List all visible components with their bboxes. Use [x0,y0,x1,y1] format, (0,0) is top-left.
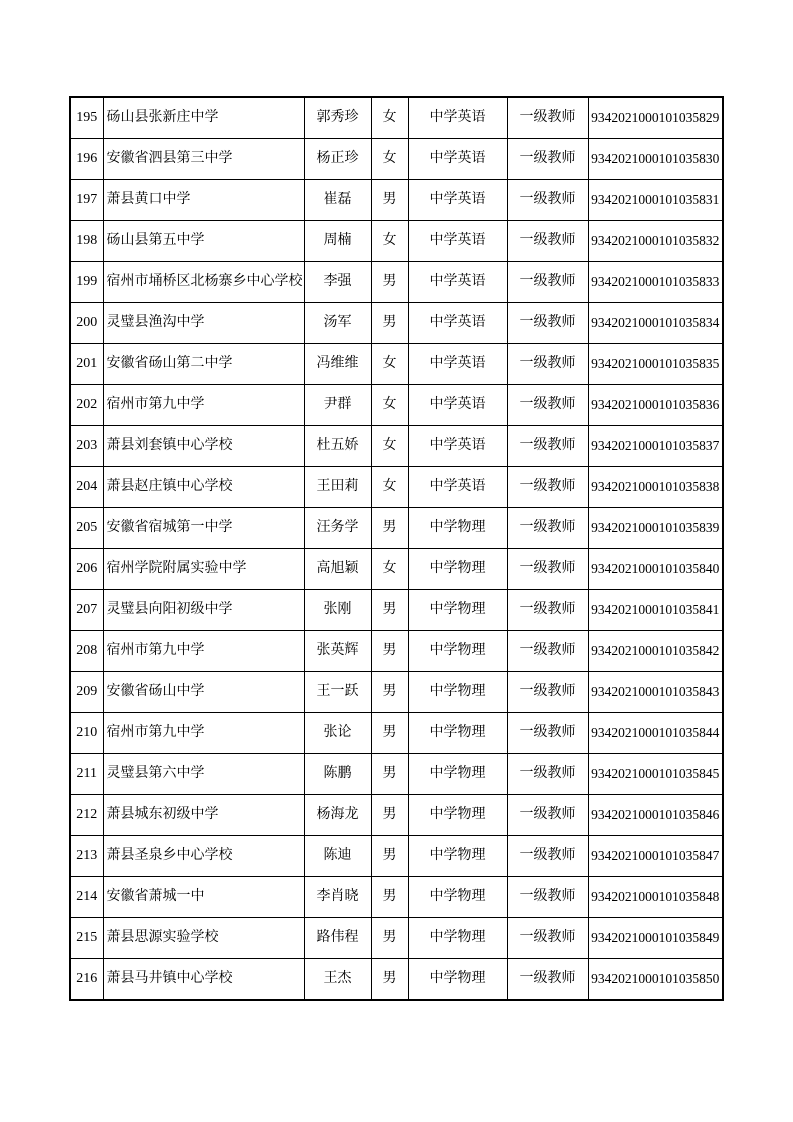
cell-cert-number: 9342021000101035842 [588,631,723,672]
table-row [70,672,723,713]
cell-cert-number: 9342021000101035838 [588,467,723,508]
cell-cert-number: 9342021000101035837 [588,426,723,467]
cell-school-name: 萧县马井镇中心学校 [103,959,304,1001]
cell-school-name: 安徽省砀山中学 [103,672,304,713]
cell-school-name: 宿州市第九中学 [103,713,304,754]
cell-title: 一级教师 [507,97,588,139]
cell-gender: 男 [371,303,408,344]
cell-cert-number: 9342021000101035833 [588,262,723,303]
cell-teacher-name: 陈鹏 [304,754,371,795]
cell-gender: 女 [371,221,408,262]
cell-row-number: 208 [70,631,103,672]
cell-row-number: 195 [70,97,103,139]
cell-gender: 男 [371,180,408,221]
cell-school-name: 宿州市埇桥区北杨寨乡中心学校 [103,262,304,303]
table-row [70,426,723,467]
cell-teacher-name: 汪务学 [304,508,371,549]
cell-subject: 中学物理 [408,508,507,549]
cell-teacher-name: 高旭颖 [304,549,371,590]
table-row [70,221,723,262]
cell-title: 一级教师 [507,221,588,262]
table-row [70,344,723,385]
cell-school-name: 萧县城东初级中学 [103,795,304,836]
cell-title: 一级教师 [507,467,588,508]
cell-title: 一级教师 [507,918,588,959]
cell-subject: 中学英语 [408,344,507,385]
cell-row-number: 210 [70,713,103,754]
cell-cert-number: 9342021000101035834 [588,303,723,344]
cell-subject: 中学英语 [408,180,507,221]
cell-subject: 中学英语 [408,139,507,180]
table-row [70,631,723,672]
cell-gender: 男 [371,508,408,549]
cell-title: 一级教师 [507,836,588,877]
cell-teacher-name: 周楠 [304,221,371,262]
cell-subject: 中学物理 [408,672,507,713]
cell-teacher-name: 王杰 [304,959,371,1001]
cell-cert-number: 9342021000101035849 [588,918,723,959]
cell-school-name: 安徽省砀山第二中学 [103,344,304,385]
cell-subject: 中学物理 [408,836,507,877]
cell-gender: 女 [371,426,408,467]
cell-school-name: 宿州市第九中学 [103,385,304,426]
cell-school-name: 萧县赵庄镇中心学校 [103,467,304,508]
table-row [70,385,723,426]
cell-title: 一级教师 [507,959,588,1001]
table-row [70,713,723,754]
table-row [70,549,723,590]
table-row [70,97,723,139]
table-row [70,139,723,180]
cell-teacher-name: 杜五娇 [304,426,371,467]
cell-school-name: 灵璧县第六中学 [103,754,304,795]
cell-cert-number: 9342021000101035829 [588,97,723,139]
cell-school-name: 萧县黄口中学 [103,180,304,221]
cell-school-name: 砀山县第五中学 [103,221,304,262]
cell-teacher-name: 汤军 [304,303,371,344]
cell-subject: 中学英语 [408,262,507,303]
cell-row-number: 203 [70,426,103,467]
cell-gender: 男 [371,918,408,959]
table-row [70,754,723,795]
cell-row-number: 205 [70,508,103,549]
table-row [70,180,723,221]
cell-teacher-name: 王一跃 [304,672,371,713]
cell-row-number: 207 [70,590,103,631]
cell-title: 一级教师 [507,713,588,754]
cell-school-name: 安徽省宿城第一中学 [103,508,304,549]
cell-school-name: 宿州市第九中学 [103,631,304,672]
cell-subject: 中学物理 [408,877,507,918]
cell-cert-number: 9342021000101035836 [588,385,723,426]
cell-row-number: 201 [70,344,103,385]
cell-title: 一级教师 [507,631,588,672]
cell-cert-number: 9342021000101035843 [588,672,723,713]
cell-row-number: 199 [70,262,103,303]
cell-cert-number: 9342021000101035841 [588,590,723,631]
cell-gender: 男 [371,877,408,918]
cell-teacher-name: 冯维维 [304,344,371,385]
cell-cert-number: 9342021000101035848 [588,877,723,918]
cell-cert-number: 9342021000101035845 [588,754,723,795]
cell-subject: 中学物理 [408,795,507,836]
cell-title: 一级教师 [507,754,588,795]
cell-teacher-name: 李强 [304,262,371,303]
table-row [70,262,723,303]
cell-gender: 女 [371,344,408,385]
cell-row-number: 209 [70,672,103,713]
cell-gender: 女 [371,467,408,508]
cell-row-number: 211 [70,754,103,795]
cell-cert-number: 9342021000101035835 [588,344,723,385]
cell-teacher-name: 崔磊 [304,180,371,221]
cell-gender: 男 [371,959,408,1001]
cell-row-number: 198 [70,221,103,262]
cell-teacher-name: 王田莉 [304,467,371,508]
cell-cert-number: 9342021000101035840 [588,549,723,590]
cell-title: 一级教师 [507,262,588,303]
cell-title: 一级教师 [507,508,588,549]
cell-title: 一级教师 [507,549,588,590]
cell-school-name: 灵璧县向阳初级中学 [103,590,304,631]
cell-gender: 男 [371,672,408,713]
table-row [70,508,723,549]
cell-teacher-name: 张刚 [304,590,371,631]
cell-row-number: 212 [70,795,103,836]
cell-row-number: 202 [70,385,103,426]
roster-body [70,97,723,1000]
cell-subject: 中学物理 [408,959,507,1001]
cell-gender: 男 [371,262,408,303]
cell-gender: 女 [371,385,408,426]
teacher-roster-table [69,96,724,1001]
cell-row-number: 197 [70,180,103,221]
cell-subject: 中学英语 [408,97,507,139]
cell-title: 一级教师 [507,877,588,918]
cell-row-number: 200 [70,303,103,344]
cell-subject: 中学物理 [408,549,507,590]
cell-subject: 中学物理 [408,918,507,959]
cell-row-number: 206 [70,549,103,590]
table-row [70,467,723,508]
cell-title: 一级教师 [507,139,588,180]
cell-cert-number: 9342021000101035850 [588,959,723,1001]
cell-subject: 中学英语 [408,221,507,262]
cell-title: 一级教师 [507,303,588,344]
table-row [70,959,723,1001]
cell-gender: 男 [371,631,408,672]
cell-teacher-name: 张论 [304,713,371,754]
cell-gender: 男 [371,713,408,754]
cell-gender: 男 [371,836,408,877]
cell-gender: 男 [371,795,408,836]
cell-teacher-name: 李肖晓 [304,877,371,918]
cell-teacher-name: 杨海龙 [304,795,371,836]
table-row [70,877,723,918]
table-row [70,836,723,877]
cell-title: 一级教师 [507,180,588,221]
cell-title: 一级教师 [507,385,588,426]
cell-teacher-name: 陈迪 [304,836,371,877]
cell-title: 一级教师 [507,344,588,385]
cell-gender: 女 [371,549,408,590]
cell-school-name: 安徽省泗县第三中学 [103,139,304,180]
cell-row-number: 215 [70,918,103,959]
cell-gender: 女 [371,97,408,139]
table-row [70,303,723,344]
table-row [70,590,723,631]
cell-subject: 中学英语 [408,426,507,467]
cell-gender: 男 [371,754,408,795]
table-row [70,918,723,959]
cell-school-name: 宿州学院附属实验中学 [103,549,304,590]
cell-row-number: 213 [70,836,103,877]
cell-school-name: 萧县圣泉乡中心学校 [103,836,304,877]
cell-cert-number: 9342021000101035844 [588,713,723,754]
cell-title: 一级教师 [507,795,588,836]
cell-row-number: 204 [70,467,103,508]
cell-title: 一级教师 [507,672,588,713]
cell-title: 一级教师 [507,426,588,467]
cell-school-name: 灵璧县渔沟中学 [103,303,304,344]
cell-cert-number: 9342021000101035846 [588,795,723,836]
cell-gender: 女 [371,139,408,180]
table-row [70,795,723,836]
cell-subject: 中学物理 [408,754,507,795]
cell-row-number: 216 [70,959,103,1001]
cell-cert-number: 9342021000101035831 [588,180,723,221]
cell-cert-number: 9342021000101035830 [588,139,723,180]
cell-subject: 中学物理 [408,590,507,631]
cell-title: 一级教师 [507,590,588,631]
cell-subject: 中学英语 [408,385,507,426]
cell-subject: 中学物理 [408,631,507,672]
cell-teacher-name: 尹群 [304,385,371,426]
cell-school-name: 安徽省萧城一中 [103,877,304,918]
cell-school-name: 砀山县张新庄中学 [103,97,304,139]
cell-teacher-name: 杨正珍 [304,139,371,180]
cell-row-number: 214 [70,877,103,918]
cell-subject: 中学英语 [408,303,507,344]
cell-row-number: 196 [70,139,103,180]
cell-teacher-name: 郭秀珍 [304,97,371,139]
cell-subject: 中学英语 [408,467,507,508]
cell-gender: 男 [371,590,408,631]
cell-school-name: 萧县刘套镇中心学校 [103,426,304,467]
cell-teacher-name: 路伟程 [304,918,371,959]
cell-subject: 中学物理 [408,713,507,754]
cell-teacher-name: 张英辉 [304,631,371,672]
cell-school-name: 萧县思源实验学校 [103,918,304,959]
cell-cert-number: 9342021000101035847 [588,836,723,877]
cell-cert-number: 9342021000101035839 [588,508,723,549]
cell-cert-number: 9342021000101035832 [588,221,723,262]
